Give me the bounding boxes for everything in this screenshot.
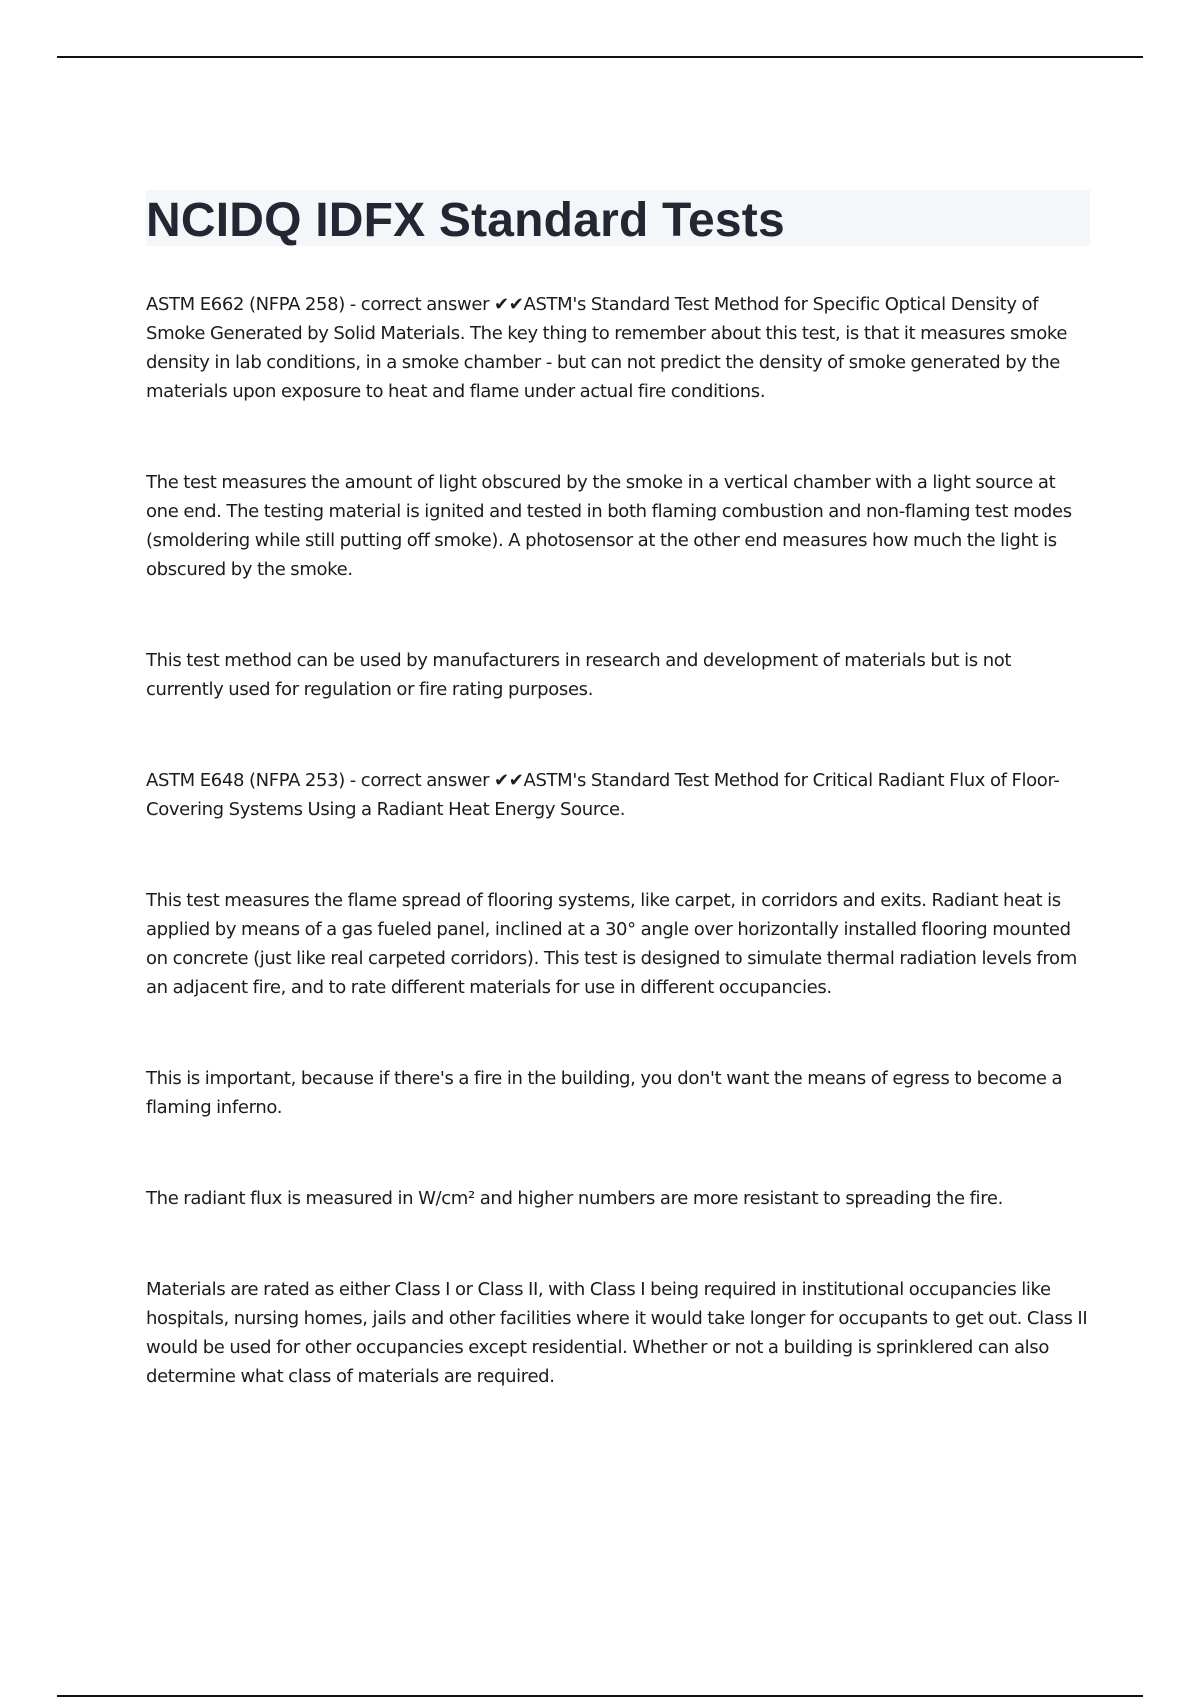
- document-body: [146, 190, 1090, 1453]
- bottom-divider: [57, 1695, 1143, 1697]
- paragraph-astm-e662: ASTM E662 (NFPA 258) - correct answer ✔✔ASTM's Standard Test Method for Specific Optical Density of Smoke Generated by Solid Materials. The key thing to remember about this test, is that it measures smoke density in lab conditions, in a smoke chamber - but can not predict the density of smoke generated by the materials upon exposure to heat and flame under actual fire conditions.: [146, 294, 1068, 402]
- paragraph-e662-usage: This test method can be used by manufacturers in research and development of materials but is not currently used for regulation or fire rating purposes.: [146, 650, 1012, 700]
- paragraph-e648-classes: Materials are rated as either Class I or Class II, with Class I being required in institutional occupancies like hospitals, nursing homes, jails and other facilities where it would take longer for occupants to get out. Class II would be used for other occupancies except residential. Whether or not a building is sprinklered can also determine what class of materials are required.: [146, 1279, 1088, 1387]
- paragraph-e648-radiant-flux: The radiant flux is measured in W/cm² and higher numbers are more resistant to spreading the fire.: [146, 1188, 1003, 1209]
- paragraph-e662-test-description: The test measures the amount of light obscured by the smoke in a vertical chamber with a light source at one end. The testing material is ignited and tested in both flaming combustion and non-flaming test modes (smoldering while still putting off smoke). A photosensor at the other end measures how much the light is obscured by the smoke.: [146, 472, 1072, 580]
- paragraph-e648-importance: This is important, because if there's a fire in the building, you don't want the means of egress to become a flaming inferno.: [146, 1068, 1063, 1118]
- title-band: [146, 190, 1090, 246]
- paragraph-astm-e648: ASTM E648 (NFPA 253) - correct answer ✔✔ASTM's Standard Test Method for Critical Radiant Flux of Floor-Covering Systems Using a Radiant Heat Energy Source.: [146, 770, 1060, 820]
- paragraph-e648-test-description: This test measures the flame spread of flooring systems, like carpet, in corridors and exits. Radiant heat is applied by means of a gas fueled panel, inclined at a 30° angle over horizontally installed flooring mounted on concrete (just like real carpeted corridors). This test is designed to simulate thermal radiation levels from an adjacent fire, and to rate different materials for use in different occupancies.: [146, 890, 1077, 998]
- top-divider: [57, 56, 1143, 58]
- document-title: NCIDQ IDFX Standard Tests: [146, 194, 785, 247]
